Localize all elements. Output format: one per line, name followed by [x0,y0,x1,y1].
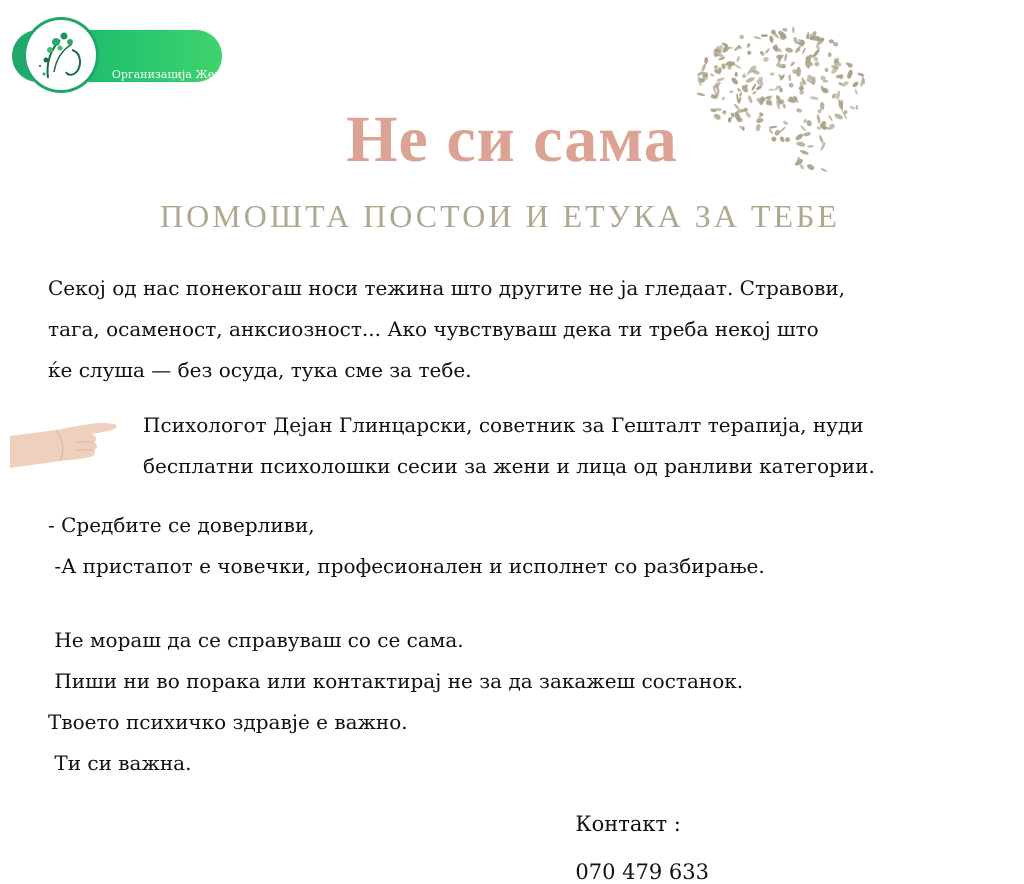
closing-line: Твоето психичко здравје е важно. [48,710,408,734]
offer-paragraph [143,405,1003,487]
brain-leaf [730,76,739,85]
logo-text-line2: Делчево [145,85,195,98]
brain-leaf [739,35,744,40]
brain-leaf [736,56,741,63]
intro-line: Секој од нас понекогаш носи тежина што другите не ја гледаат. Стравови, [48,276,846,300]
brain-leaf [736,88,741,93]
closing-paragraph [48,620,743,784]
brain-leaf [765,48,770,55]
brain-leaf [788,82,795,89]
brain-leaf [763,56,770,62]
closing-line: Не мораш да се справуваш со се сама. [48,628,464,652]
contact-line [562,788,709,884]
intro-paragraph [48,268,978,391]
brain-leaf [799,86,805,91]
brain-leaf [696,92,705,97]
brain-leaf [710,73,715,77]
brain-leaf [824,68,828,73]
brain-leaf [746,50,752,56]
offer-line: Психологот Дејан Глинцарски, советник за Гешталт терапија, нуди [143,413,864,437]
pointing-hand-icon [10,418,122,472]
brain-leaf [790,61,796,67]
brain-leaf [721,63,726,69]
brain-leaf [716,77,725,82]
brain-leaf [753,36,762,40]
notes-line: -А пристапот е човечки, професионален и исполнет со разбирање. [48,554,765,578]
brain-leaf [854,89,858,96]
notes-list [48,505,765,587]
brain-leaf [796,67,801,77]
brain-leaf [745,76,755,84]
brain-leaf [768,89,774,91]
brain-leaf [735,72,738,77]
brain-leaf [785,47,794,54]
brain-leaf [857,72,865,77]
brain-leaf [729,90,734,94]
contact-phone[interactable]: 070 479 633 [575,860,709,884]
intro-line: ќе слуша — без осуда, тука сме за тебе. [48,358,472,382]
logo-text-line1: Организација Жена [111,68,229,81]
brain-leaf [814,61,820,67]
contact-label: Контакт : [575,812,681,836]
brain-leaf [761,34,768,37]
intro-line: тага, осаменост, анксиозност... Ако чувствуваш дека ти треба некој што [48,317,819,341]
closing-line: Ти си важна. [48,751,192,775]
brain-leaf [809,96,819,101]
brain-leaf [759,50,765,56]
brain-leaf [801,47,806,54]
page-subtitle: ПОМОШТА ПОСТОИ И ЕТУКА ЗА ТЕБЕ [160,198,840,234]
brain-leaf [741,73,746,79]
brain-leaf [751,83,757,91]
brain-leaf [778,88,783,93]
brain-leaf [828,52,832,57]
brain-leaf [721,96,726,101]
brain-leaf [792,26,795,33]
logo-text [110,66,230,100]
brain-leaf [739,92,743,97]
logo-emblem-icon [26,20,96,90]
brain-leaf [851,81,859,89]
offer-line: бесплатни психолошки сесии за жени и лица од ранливи категории. [143,454,875,478]
brain-leaf [784,53,788,61]
brain-leaf [782,27,788,32]
brain-leaf [725,61,735,66]
brain-leaf [788,74,791,81]
brain-leaf [701,63,708,72]
brain-leaf [770,72,775,76]
page-title: Не си сама [346,103,678,176]
closing-line: Пиши ни во порака или контактирај не за да закажеш состанок. [48,669,744,693]
brain-leaf [746,43,751,49]
brain-leaf [752,90,757,94]
brain-leaf [769,35,775,43]
brain-leaf [846,69,854,80]
brain-leaf [704,57,708,64]
brain-leaf [799,89,805,95]
notes-line: - Средбите се доверливи, [48,513,315,537]
